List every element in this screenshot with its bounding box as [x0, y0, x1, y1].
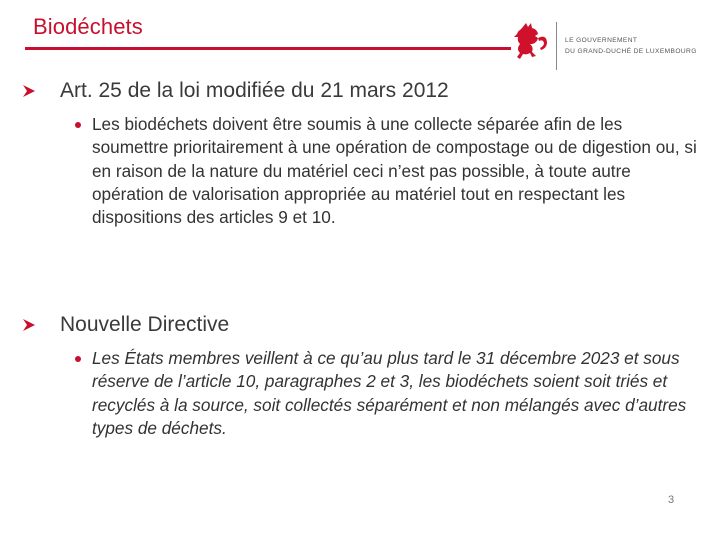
logo-divider [556, 22, 557, 70]
logo-line-1: LE GOUVERNEMENT [565, 37, 638, 44]
section-heading [22, 311, 702, 339]
bullet-item [22, 347, 702, 440]
bullet-text: Les biodéchets doivent être soumis à une collecte séparée afin de les soumettre prioritairement à une opération de compostage ou de digestion ou, si en raison de la nature du matériel ceci n’est pas possible, à toute autre opération de valorisation appropriée au matériel tout en respectant les dispositions des articles 9 et 10. [92, 114, 697, 228]
arrow-bullet-icon [22, 84, 36, 98]
page-number: 3 [668, 494, 675, 506]
logo-line-2: DU GRAND-DUCHÉ DE LUXEMBOURG [565, 48, 697, 55]
section-nouvelle-directive [22, 311, 702, 440]
heading-text: Nouvelle Directive [60, 313, 230, 336]
bullet-dot-icon [75, 122, 81, 128]
section-art25 [22, 77, 702, 229]
slide-title: Biodéchets [33, 14, 143, 39]
section-heading [22, 77, 702, 105]
arrow-bullet-icon [22, 318, 36, 332]
red-lion-icon [505, 18, 553, 66]
heading-text: Art. 25 de la loi modifiée du 21 mars 2012 [60, 79, 449, 102]
logo-text [565, 35, 697, 57]
government-logo [505, 18, 720, 73]
bullet-dot-icon [75, 356, 81, 362]
bullet-item [22, 113, 702, 229]
bullet-text: Les États membres veillent à ce qu’au plus tard le 31 décembre 2023 et sous réserve de l’article 10, paragraphes 2 et 3, les biodéchets soient soit triés et recyclés à la source, soit collectés séparément et non mélangés avec d’autres types de déchets. [92, 348, 687, 438]
title-underline [25, 47, 511, 50]
